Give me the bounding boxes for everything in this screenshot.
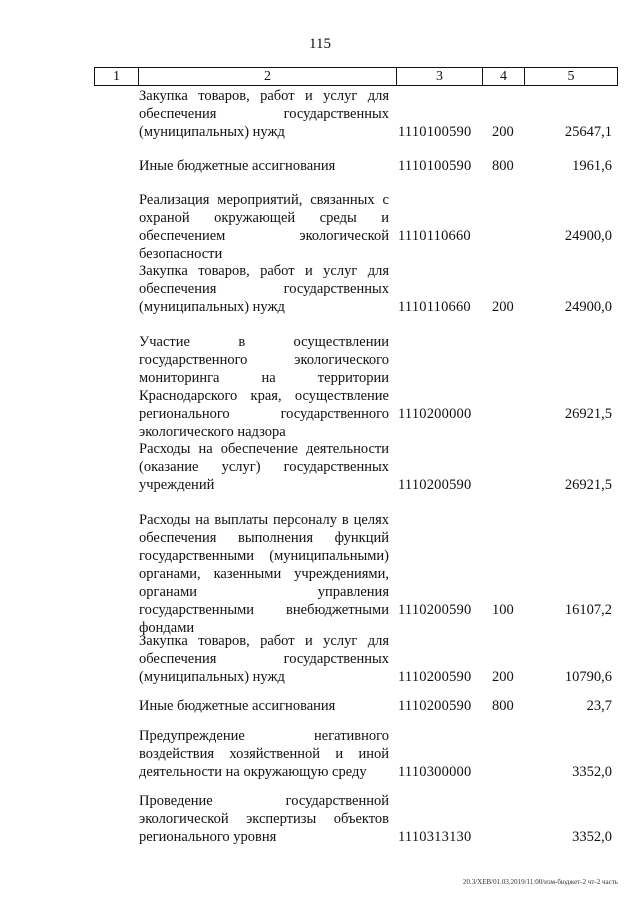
- row-description: Закупка товаров, работ и услуг для обеспечения государственных (муниципальных) нужд: [139, 88, 389, 140]
- row-description: Проведение государственной экологической экспертизы объектов регионального уровня: [139, 793, 389, 845]
- row-description: Иные бюджетные ассигнования: [139, 698, 336, 714]
- row-description: Предупреждение негативного воздействия хозяйственной и иной деятельности на окружающую среду: [139, 728, 389, 780]
- row-amount: 26921,5: [564, 477, 612, 493]
- row-description: Реализация мероприятий, связанных с охраной окружающей среды и обеспечением экологической безопасности: [139, 192, 389, 262]
- row-type: 200: [492, 669, 514, 685]
- page-number: 115: [309, 36, 331, 52]
- header-col-5: 5: [567, 69, 575, 84]
- row-amount: 26921,5: [564, 406, 612, 422]
- row-type: 200: [492, 299, 514, 315]
- document-footer: 20.3/ХЕВ/01.03.2019/11:00/изм-бюджет-2 чт-2 часть: [462, 878, 618, 886]
- row-type: 800: [492, 698, 514, 714]
- row-type: 200: [492, 124, 514, 140]
- row-code: 1110200590: [398, 669, 472, 685]
- row-description: Расходы на обеспечение деятельности (оказание услуг) государственных учреждений: [139, 441, 389, 493]
- row-type: 100: [492, 602, 514, 618]
- row-code: 1110300000: [398, 764, 472, 780]
- row-amount: 1961,6: [572, 158, 612, 174]
- row-description: Иные бюджетные ассигнования: [139, 158, 336, 174]
- row-amount: 3352,0: [572, 764, 612, 780]
- row-code: 1110100590: [398, 124, 472, 140]
- row-code: 1110200590: [398, 477, 472, 493]
- row-type: 800: [492, 158, 514, 174]
- row-amount: 25647,1: [564, 124, 612, 140]
- header-col-2: 2: [139, 68, 397, 85]
- row-code: 1110200590: [398, 698, 472, 714]
- row-description: Участие в осуществлении государственного экологического мониторинга на территории Краснодарского края, осуществление регионального государственного экологического надзора: [139, 334, 389, 440]
- row-code: 1110313130: [398, 829, 472, 845]
- row-code: 1110100590: [398, 158, 472, 174]
- row-description: Расходы на выплаты персоналу в целях обеспечения выполнения функций государственными (муниципальными) органами, казенными учреждениями, органами управления государственными внебюджетными фондами: [139, 512, 389, 636]
- row-amount: 3352,0: [572, 829, 612, 845]
- row-amount: 24900,0: [564, 228, 612, 244]
- row-code: 1110110660: [398, 228, 471, 244]
- table-header: [94, 67, 618, 86]
- row-description: Закупка товаров, работ и услуг для обеспечения государственных (муниципальных) нужд: [139, 633, 389, 685]
- row-description: Закупка товаров, работ и услуг для обеспечения государственных (муниципальных) нужд: [139, 263, 389, 315]
- header-col-4: 4: [483, 68, 525, 85]
- row-amount: 16107,2: [564, 602, 612, 618]
- header-col-1: 1: [95, 68, 139, 85]
- row-amount: 24900,0: [564, 299, 612, 315]
- row-amount: 10790,6: [564, 669, 612, 685]
- row-code: 1110110660: [398, 299, 471, 315]
- row-code: 1110200590: [398, 602, 472, 618]
- header-col-3: 3: [397, 68, 483, 85]
- row-code: 1110200000: [398, 406, 472, 422]
- row-amount: 23,7: [586, 698, 612, 714]
